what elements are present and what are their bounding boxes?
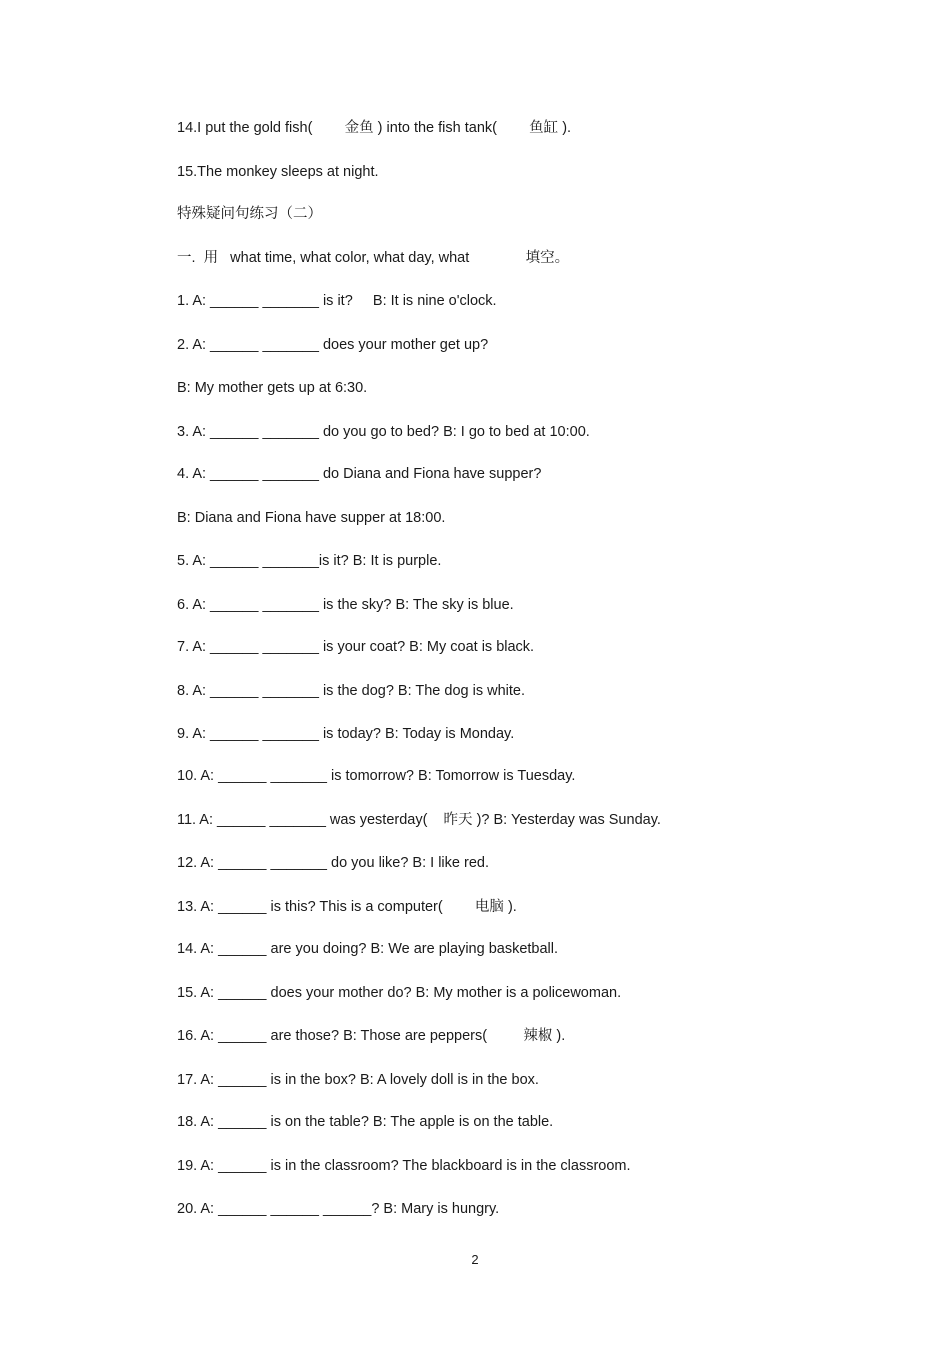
question-4: 4. A: ______ _______ do Diana and Fiona have supper? (177, 466, 542, 482)
question-13: 13. A: ______ is this? This is a computer( 电脑 ). (177, 899, 517, 915)
question-12: 12. A: ______ _______ do you like? B: I like red. (177, 855, 489, 871)
question-19: 19. A: ______ is in the classroom? The blackboard is in the classroom. (177, 1158, 631, 1174)
question-16: 16. A: ______ are those? B: Those are peppers( 辣椒 ). (177, 1028, 566, 1044)
question-17: 17. A: ______ is in the box? B: A lovely doll is in the box. (177, 1072, 539, 1088)
question-14: 14. A: ______ are you doing? B: We are playing basketball. (177, 941, 559, 957)
question-10: 10. A: ______ _______ is tomorrow? B: Tomorrow is Tuesday. (177, 768, 576, 784)
question-6: 6. A: ______ _______ is the sky? B: The sky is blue. (177, 597, 514, 613)
page-number: 2 (471, 1252, 479, 1267)
question-3: 3. A: ______ _______ do you go to bed? B: I go to bed at 10:00. (177, 424, 590, 440)
question-8: 8. A: ______ _______ is the dog? B: The dog is white. (177, 683, 525, 699)
question-7: 7. A: ______ _______ is your coat? B: My coat is black. (177, 639, 535, 655)
question-15: 15. A: ______ does your mother do? B: My mother is a policewoman. (177, 985, 622, 1001)
question-1: 1. A: ______ _______ is it? B: It is nine o'clock. (177, 293, 497, 309)
question-9: 9. A: ______ _______ is today? B: Today is Monday. (177, 726, 515, 742)
question-18: 18. A: ______ is on the table? B: The apple is on the table. (177, 1114, 554, 1130)
answer-2: B: My mother gets up at 6:30. (177, 380, 368, 396)
question-11: 11. A: ______ _______ was yesterday( 昨天 )? B: Yesterday was Sunday. (177, 812, 661, 828)
question-2: 2. A: ______ _______ does your mother get up? (177, 337, 489, 353)
answer-4: B: Diana and Fiona have supper at 18:00. (177, 510, 446, 526)
text-line-item-15-monkey: 15.The monkey sleeps at night. (177, 164, 379, 180)
section-title: 特殊疑问句练习（二） (177, 206, 322, 222)
question-20: 20. A: ______ ______ ______? B: Mary is hungry. (177, 1201, 500, 1217)
section-instruction: 一. 用 what time, what color, what day, what 填空。 (177, 250, 570, 266)
question-5: 5. A: ______ _______is it? B: It is purple. (177, 553, 442, 569)
text-line-item-14-goldfish: 14.I put the gold fish( 金鱼 ) into the fish tank( 鱼缸 ). (177, 120, 572, 136)
